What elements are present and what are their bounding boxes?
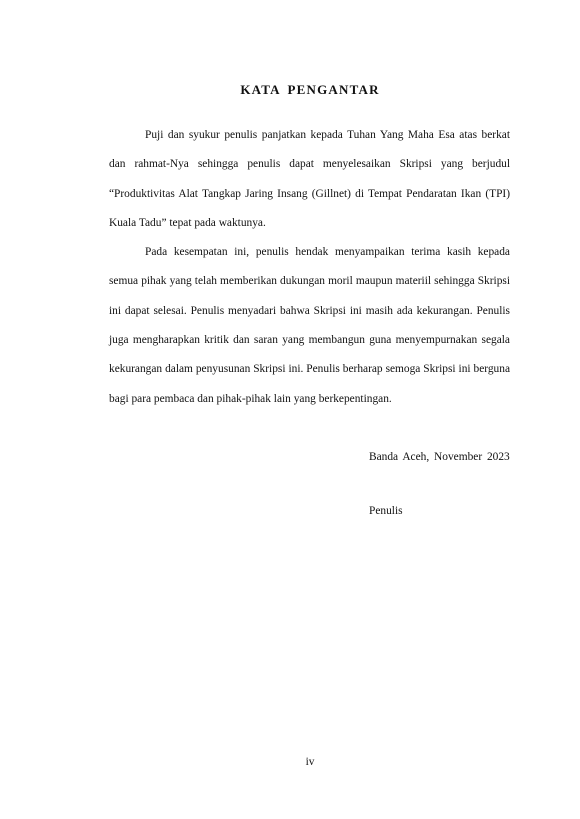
paragraph-1-ending: tepat pada waktunya.: [166, 216, 266, 229]
page-number: iv: [305, 756, 315, 768]
paragraph-1: [109, 121, 510, 238]
signature-place-date: Banda Aceh, November 2023: [369, 451, 510, 463]
page-title: KATA PENGANTAR: [240, 82, 380, 97]
signature-author: Penulis: [369, 505, 403, 517]
paragraph-2: Pada kesempatan ini, penulis hendak menyampaikan terima kasih kepada semua pihak yang telah memberikan dukungan moril maupun materiil sehingga Skripsi ini dapat selesai. Penulis menyadari bahwa Skripsi ini masih ada kekurangan. Penulis juga mengharapkan kritik dan saran yang membangun guna menyempurnakan segala kekurangan dalam penyusunan Skripsi ini. Penulis berharap semoga Skripsi ini berguna bagi para pembaca dan pihak-pihak lain yang berkepentingan.: [109, 246, 510, 405]
document-body: [109, 121, 510, 414]
paragraph-1-text: Puji dan syukur penulis panjatkan kepada Tuhan Yang Maha Esa atas berkat dan rahmat-Nya sehingga penulis dapat menyelesaikan Skripsi yang berjudul: [109, 129, 510, 171]
thesis-title: “Produktivitas Alat Tangkap Jaring Insang (Gillnet) di Tempat Pendaratan Ikan (TPI) Kuala Tadu”: [109, 187, 510, 229]
